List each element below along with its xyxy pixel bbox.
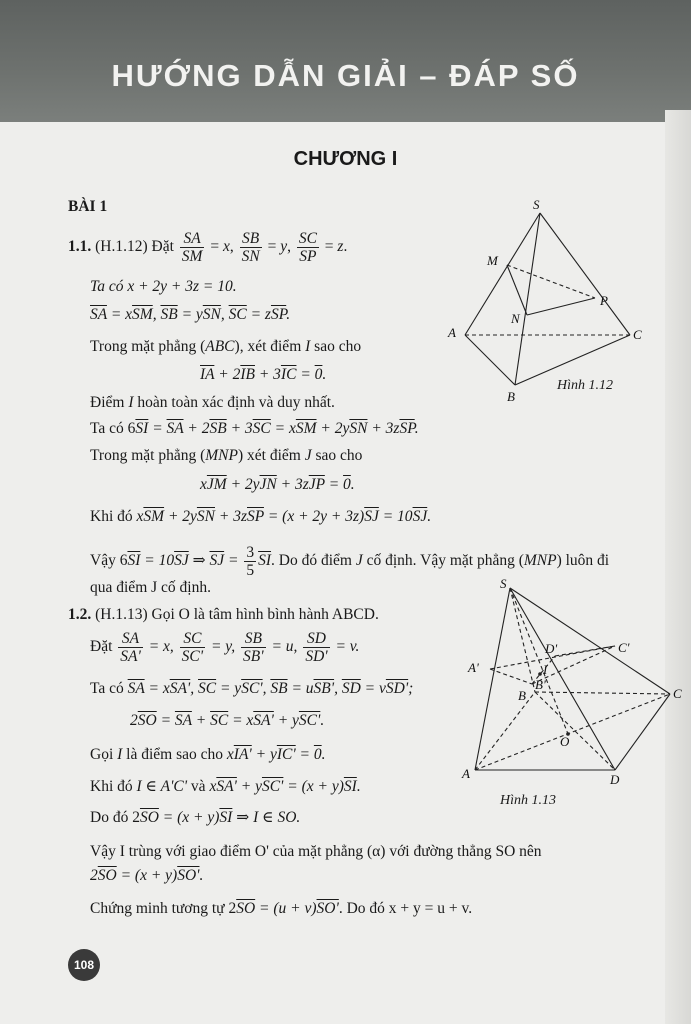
figure-1-13-caption: Hình 1.13 bbox=[500, 793, 556, 808]
p1-line-1: 1.1. (H.1.12) Đặt $\frac{SA}{SM}$ = x, $\frac{SB}{SN}$ = y, $\frac{SC}{SP}$ = z. bbox=[68, 230, 348, 265]
p1-line-4: Trong mặt phẳng (ABC), xét điểm I sao cho bbox=[90, 338, 362, 355]
p1-line-12: qua điểm J cố định. bbox=[90, 579, 211, 596]
figure-1-12-caption: Hình 1.12 bbox=[557, 378, 613, 393]
page-number: 108 bbox=[68, 949, 100, 981]
p1-line-6: Điểm I hoàn toàn xác định và duy nhất. bbox=[90, 394, 335, 411]
p2-line-1: 1.2. (H.1.13) Gọi O là tâm hình bình hành ABCD. bbox=[68, 606, 379, 623]
p1-line-7: Ta có $6\overline{SI} = \overline{SA} + 2\overline{SB} + 3\overline{SC} = x\overline{SM} + 2y\overline{SN} + 3z\overline{SP}$. bbox=[90, 420, 419, 437]
fig112-label-m: M bbox=[487, 253, 498, 268]
fig112-label-b: B bbox=[507, 389, 515, 404]
fig112-label-a: A bbox=[448, 325, 456, 340]
header-title: HƯỚNG DẪN GIẢI – ĐÁP SỐ bbox=[111, 58, 580, 93]
figure-1-13 bbox=[440, 574, 690, 789]
p1-line-2: Ta có x + 2y + 3z = 10. bbox=[90, 278, 237, 295]
fig113-label-i: I bbox=[543, 662, 548, 677]
fig113-label-d-prime: D' bbox=[545, 641, 558, 656]
fig112-label-n: N bbox=[511, 311, 520, 326]
fig113-label-o: O bbox=[560, 734, 570, 749]
fig112-label-s: S bbox=[533, 197, 540, 212]
p2-line-10: Chứng minh tương tự $2\overline{SO} = (u + v)SO'$. Do đó x + y = u + v. bbox=[90, 900, 473, 917]
fig113-label-c-prime: C' bbox=[618, 640, 630, 655]
chapter-header-banner bbox=[0, 0, 691, 122]
fig113-label-d: D bbox=[610, 772, 620, 787]
section-title: BÀI 1 bbox=[68, 198, 108, 215]
p1-line-5: $\overline{IA} + 2\overline{IB} + 3\overline{IC} = 0$. bbox=[200, 366, 327, 383]
p1-line-3: $\overline{SA} = x\overline{SM}$, $\overline{SB} = y\overline{SN}$, $\overline{SC} = z\overline{SP}$. bbox=[90, 306, 291, 323]
p2-line-2: Đặt $\frac{SA}{SA'}$ = x, $\frac{SC}{SC'}$ = y, $\frac{SB}{SB'}$ = u, $\frac{SD}{SD'}$ = v. bbox=[90, 630, 360, 665]
p2-line-9: $2\overline{SO} = (x + y)SO'$. bbox=[90, 867, 204, 884]
fig113-label-b-prime: B' bbox=[535, 677, 546, 692]
p1-line-10: Khi đó $x\overline{SM} + 2y\overline{SN} + 3z\overline{SP} = (x + 2y + 3z)\overline{SJ} = 10\overline{SJ}$. bbox=[90, 508, 432, 525]
p2-line-4: $2\overline{SO} = \overline{SA} + \overline{SC} = xSA' + ySC'$. bbox=[130, 712, 325, 729]
fig112-label-p: P bbox=[600, 293, 608, 308]
chapter-title: CHƯƠNG I bbox=[293, 148, 398, 170]
p1-line-8: Trong mặt phẳng (MNP) xét điểm J sao cho bbox=[90, 447, 363, 464]
fig113-label-a: A bbox=[462, 766, 470, 781]
p1-line-11: Vậy $6\overline{SI} = 10\overline{SJ}$ ⇒ $\overline{SJ}$ = $\frac{3}{5}$ $\overline{SI}$. Do đó điểm J cố định. Vậy mặt phẳng (MNP) luôn đi bbox=[90, 544, 610, 579]
fig113-label-b: B bbox=[518, 688, 526, 703]
fig113-label-a-prime: A' bbox=[468, 660, 479, 675]
p2-line-5: Gọi I là điểm sao cho xIA' + yIC' = 0. bbox=[90, 746, 326, 763]
p2-line-8: Vậy I trùng với giao điểm O' của mặt phẳng (α) với đường thẳng SO nên bbox=[90, 843, 542, 860]
p2-line-3: Ta có $\overline{SA} = xSA'$, $\overline{SC} = ySC'$, $\overline{SB} = uSB'$, $\overline{SD} = vSD'$; bbox=[90, 680, 414, 697]
p2-line-6: Khi đó I ∈ A'C' và $xSA' + ySC' = (x + y)\overline{SI}$. bbox=[90, 778, 361, 795]
p2-line-7: Do đó $2\overline{SO} = (x + y)\overline{SI}$ ⇒ I ∈ SO. bbox=[90, 809, 301, 826]
fig113-label-s: S bbox=[500, 576, 507, 591]
p1-line-9: $x\overline{JM} + 2y\overline{JN} + 3z\overline{JP} = 0$. bbox=[200, 476, 355, 493]
fig113-label-c: C bbox=[673, 686, 682, 701]
fig112-label-c: C bbox=[633, 327, 642, 342]
